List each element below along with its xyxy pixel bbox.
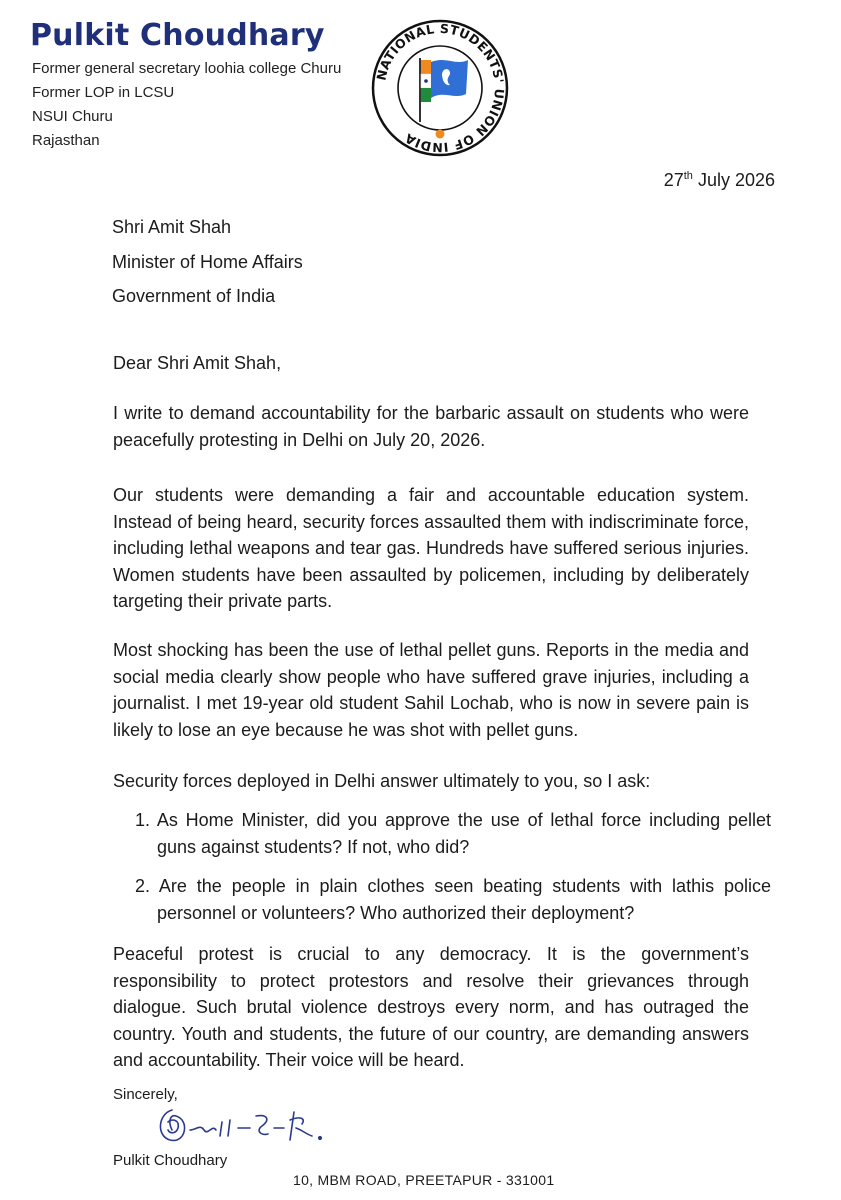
sender-designation-1: Former general secretary loohia college Churu bbox=[32, 60, 342, 77]
sender-designation-3: NSUI Churu bbox=[32, 108, 113, 125]
footer-address: 10, MBM ROAD, PREETAPUR - 331001 bbox=[293, 1172, 555, 1188]
salutation: Dear Shri Amit Shah, bbox=[113, 353, 282, 373]
sender-location: Rajasthan bbox=[32, 132, 100, 149]
body-paragraph-1: I write to demand accountability for the barbaric assault on students who were peacefully protesting in Delhi on July 20, 2026. bbox=[113, 403, 749, 450]
logo-ring-text: NATIONAL STUDENTS' UNION OF INDIA bbox=[373, 20, 508, 156]
sender-name: Pulkit Choudhary bbox=[30, 18, 325, 53]
recipient-name: Shri Amit Shah bbox=[112, 217, 232, 237]
date-day: 27 bbox=[663, 170, 684, 190]
body-paragraph-2: Our students were demanding a fair and accountable education system. Instead of being heard, security forces assaulted them with indiscriminate force, including lethal weapons and tear gas. Hundreds have suffered serious injuries. Women students have been assaulted by policemen, including by deliberately targeting their private parts. bbox=[113, 485, 749, 611]
letter-date bbox=[664, 170, 775, 191]
sender-designation-2: Former LOP in LCSU bbox=[32, 84, 175, 101]
signature-image bbox=[150, 1100, 350, 1152]
body-paragraph-4: Security forces deployed in Delhi answer ultimately to you, so I ask: bbox=[113, 771, 651, 791]
question-1: 1. As Home Minister, did you approve the use of lethal force including pellet guns against students? If not, who did? bbox=[135, 810, 771, 857]
nsui-logo bbox=[370, 18, 510, 158]
recipient-organization: Government of India bbox=[112, 286, 276, 306]
body-paragraph-3: Most shocking has been the use of lethal pellet guns. Reports in the media and social media clearly show people who have suffered grave injuries, including a journalist. I met 19-year old student Sahil Lochab, who is now in severe pain is likely to lose an eye because he was shot with pellet guns. bbox=[113, 640, 749, 740]
body-paragraph-5: Peaceful protest is crucial to any democracy. It is the government’s responsibility to protect protestors and resolve their grievances through dialogue. Such brutal violence destroys every norm, and has outraged the country. Youth and students, the future of our country, are demanding answers and accountability. Their voice will be heard. bbox=[113, 944, 749, 1070]
signatory-name: Pulkit Choudhary bbox=[113, 1152, 228, 1169]
date-month-year: July 2026 bbox=[692, 170, 775, 190]
date-suffix: th bbox=[683, 170, 693, 182]
question-2: 2. Are the people in plain clothes seen beating students with lathis police personnel or volunteers? Who authorized their deployment? bbox=[135, 876, 771, 923]
closing: Sincerely, bbox=[113, 1086, 178, 1103]
recipient-title: Minister of Home Affairs bbox=[112, 252, 303, 272]
